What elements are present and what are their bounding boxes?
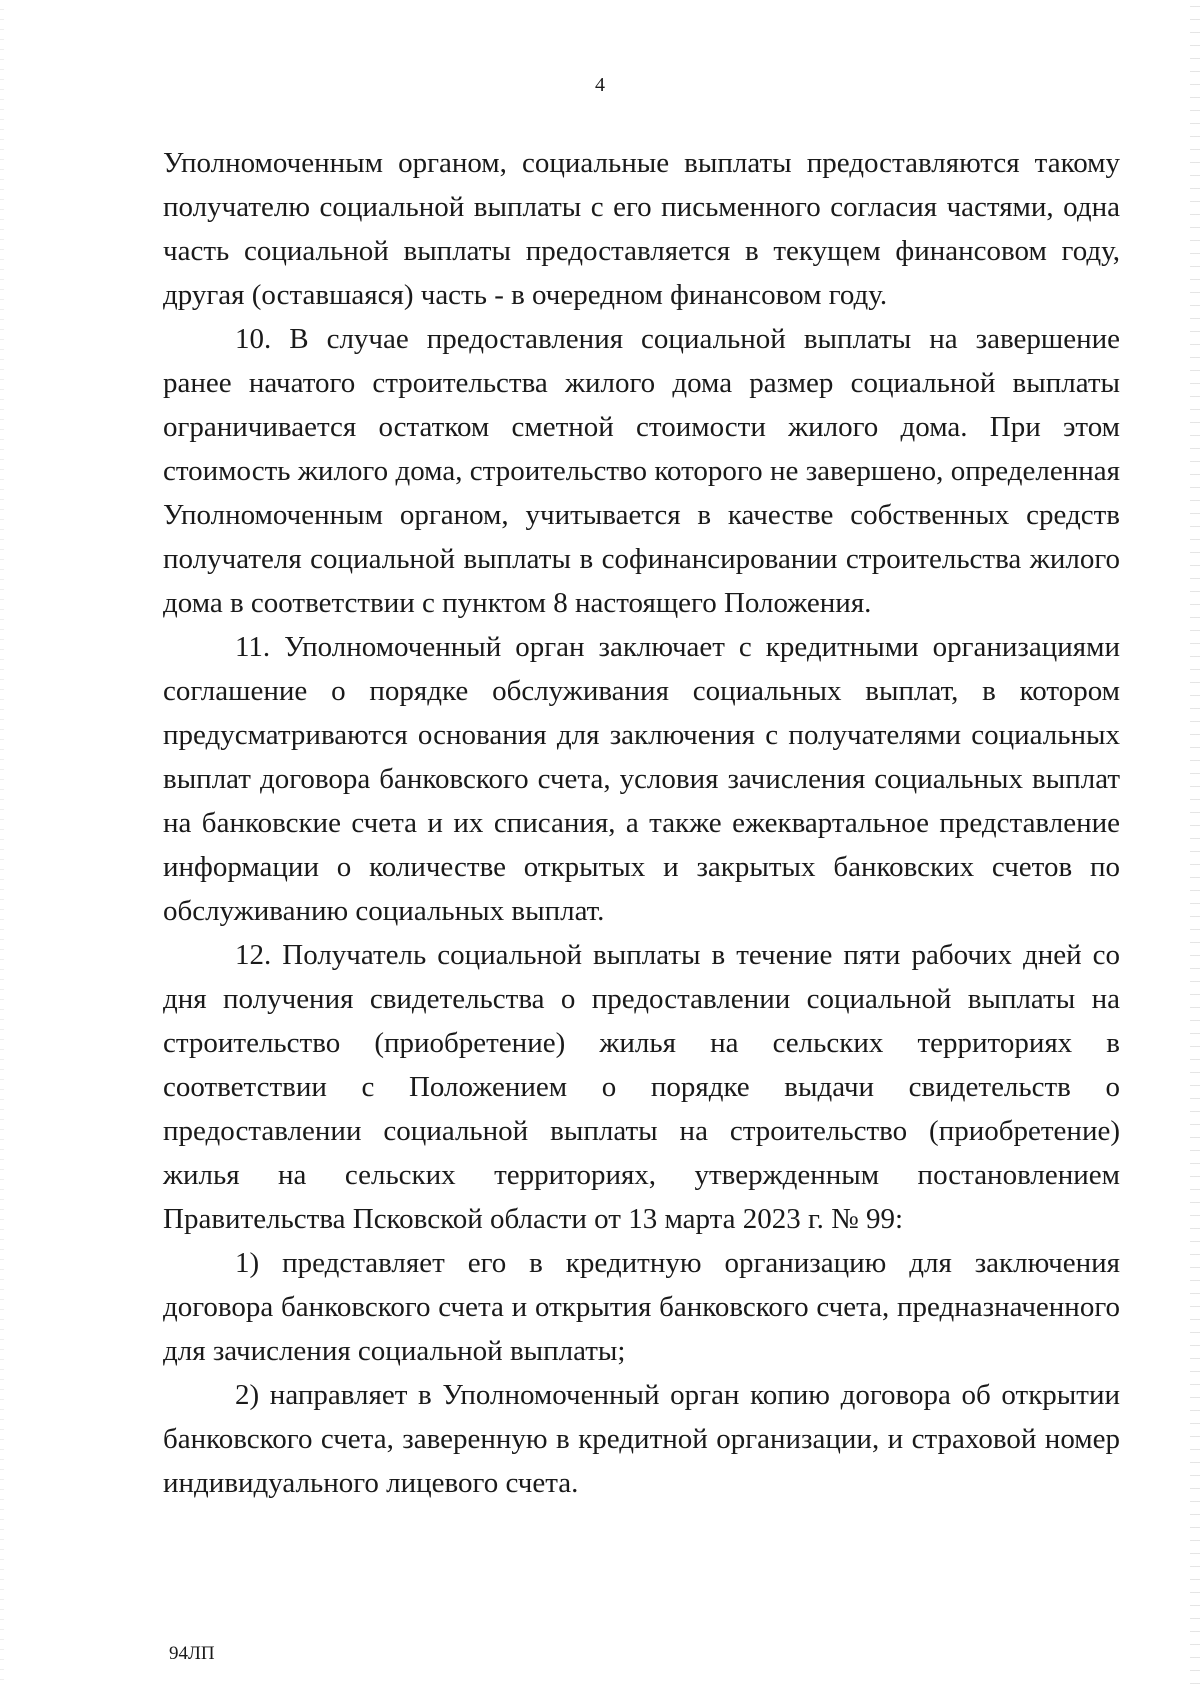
- paragraph-continuation: Уполномоченным органом, социальные выплаты предоставляются такому получателю социальной выплаты с его письменного согласия частями, одна часть социальной выплаты предоставляется в текущем финансовом году, другая (оставшаяся) часть - в очередном финансовом году.: [163, 147, 1120, 311]
- document-code: 94ЛП: [169, 1643, 215, 1664]
- scan-edge-right: [1190, 0, 1200, 1686]
- paragraph-subitem-2: 2) направляет в Уполномоченный орган копию договора об открытии банковского счета, заверенную в кредитной организации, и страховой номер индивидуального лицевого счета.: [163, 1379, 1120, 1499]
- scan-edge-left: [0, 0, 4, 1686]
- paragraph-item-10: 10. В случае предоставления социальной выплаты на завершение ранее начатого строительства жилого дома размер социальной выплаты ограничивается остатком сметной стоимости жилого дома. При этом стоимость жилого дома, строительство которого не завершено, определенная Уполномоченным органом, учитывается в качестве собственных средств получателя социальной выплаты в софинансировании строительства жилого дома в соответствии с пунктом 8 настоящего Положения.: [163, 323, 1120, 619]
- paragraph-subitem-1: 1) представляет его в кредитную организацию для заключения договора банковского счета и открытия банковского счета, предназначенного для зачисления социальной выплаты;: [163, 1247, 1120, 1367]
- paragraph-item-11: 11. Уполномоченный орган заключает с кредитными организациями соглашение о порядке обслуживания социальных выплат, в котором предусматриваются основания для заключения с получателями социальных выплат договора банковского счета, условия зачисления социальных выплат на банковские счета и их списания, а также ежеквартальное представление информации о количестве открытых и закрытых банковских счетов по обслуживанию социальных выплат.: [163, 631, 1120, 927]
- paragraph-item-12: 12. Получатель социальной выплаты в течение пяти рабочих дней со дня получения свидетельства о предоставлении социальной выплаты на строительство (приобретение) жилья на сельских территориях в соответствии с Положением о порядке выдачи свидетельств о предоставлении социальной выплаты на строительство (приобретение) жилья на сельских территориях, утвержденным постановлением Правительства Псковской области от 13 марта 2023 г. № 99:: [163, 939, 1120, 1235]
- document-body: [163, 141, 1120, 1505]
- page-number: 4: [595, 74, 605, 96]
